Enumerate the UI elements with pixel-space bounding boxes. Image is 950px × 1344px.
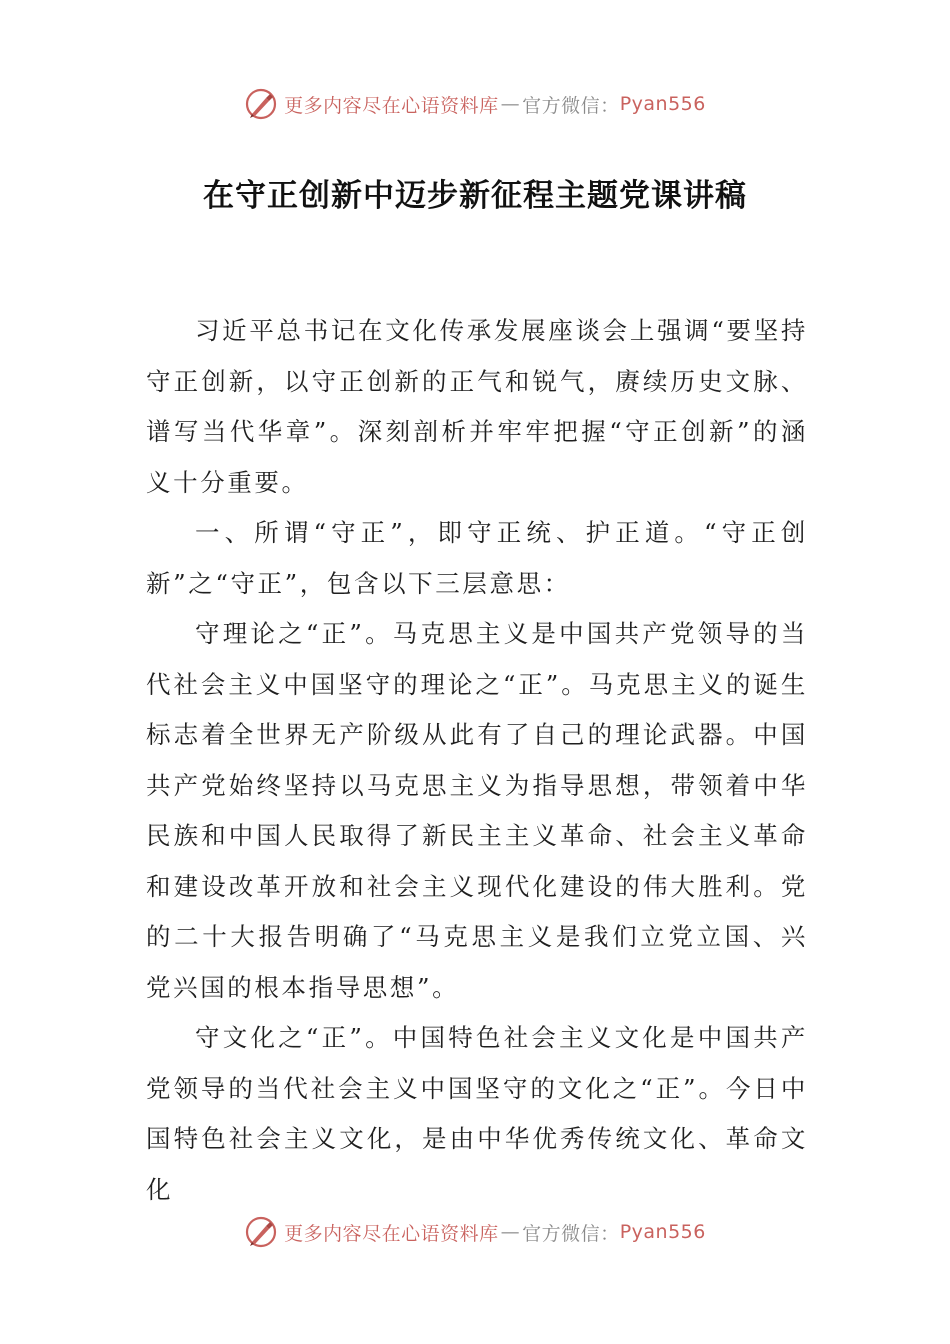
banner-text: 更多内容尽在心语资料库 bbox=[284, 1222, 499, 1245]
paragraph: 一、所谓“守正”，即守正统、护正道。“守正创新”之“守正”，包含以下三层意思： bbox=[146, 518, 808, 598]
banner-separator: — bbox=[500, 1221, 521, 1243]
paragraph: 守文化之“正”。中国特色社会主义文化是中国共产党领导的当代社会主义中国坚守的文化之“正”。今日中国特色社会主义文化，是由中华优秀传统文化、革命文化 bbox=[146, 1023, 808, 1204]
footer-banner bbox=[0, 1210, 950, 1254]
document-body bbox=[146, 306, 808, 1215]
banner-separator: — bbox=[500, 93, 521, 115]
pen-logo-icon bbox=[244, 1215, 278, 1249]
document-title: 在守正创新中迈步新征程主题党课讲稿 bbox=[203, 178, 747, 214]
paragraph: 守理论之“正”。马克思主义是中国共产党领导的当代社会主义中国坚守的理论之“正”。马克思主义的诞生标志着全世界无产阶级从此有了自己的理论武器。中国共产党始终坚持以马克思主义为指导思想，带领着中华民族和中国人民取得了新民主主义革命、社会主义革命和建设改革开放和社会主义现代化建设的伟大胜利。党的二十大报告明确了“马克思主义是我们立党立国、兴党兴国的根本指导思想”。 bbox=[146, 619, 808, 1002]
banner-wechat-id: Pyan556 bbox=[619, 93, 706, 115]
banner-wechat-label: 官方微信： bbox=[522, 1222, 620, 1245]
banner-text: 更多内容尽在心语资料库 bbox=[284, 94, 499, 117]
banner-wechat-label: 官方微信： bbox=[522, 94, 620, 117]
pen-logo-icon bbox=[244, 87, 278, 121]
paragraph: 习近平总书记在文化传承发展座谈会上强调“要坚持守正创新，以守正创新的正气和锐气，赓续历史文脉、谱写当代华章”。深刻剖析并牢牢把握“守正创新”的涵义十分重要。 bbox=[146, 316, 808, 497]
banner-wechat-id: Pyan556 bbox=[619, 1221, 706, 1243]
header-banner bbox=[0, 82, 950, 126]
